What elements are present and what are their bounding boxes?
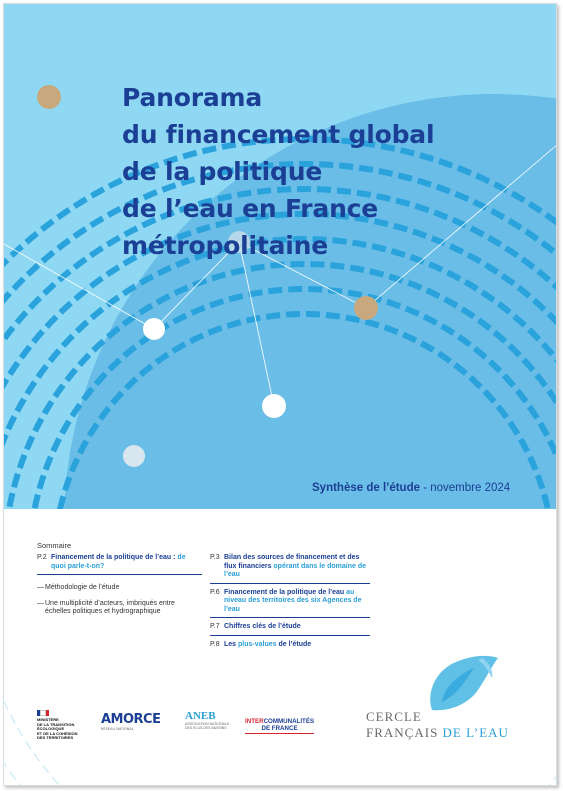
title-line: Panorama: [122, 83, 263, 112]
cfe-line-2: FRANÇAIS: [366, 725, 443, 740]
title-line: de l’eau en France: [122, 194, 379, 223]
toc-item[interactable]: [210, 641, 370, 650]
inter-text: DE FRANCE: [261, 725, 298, 732]
gold-dot: [37, 85, 61, 109]
cfe-line-2-highlight: DE L’EAU: [442, 725, 509, 740]
toc-page-number: P.3: [210, 554, 220, 561]
water-brush-logo-icon: [422, 652, 502, 714]
intercommunalites-logo: [245, 718, 314, 734]
amorce-logo: [101, 712, 160, 731]
cover-page: [3, 3, 557, 786]
aneb-text: ANEB: [185, 710, 216, 722]
white-dot: [262, 394, 286, 418]
gold-dot: [354, 296, 378, 320]
white-dot: [123, 445, 145, 467]
cover-hero: [4, 4, 557, 509]
ministry-text: MINISTÈRE: [37, 717, 59, 722]
title-line: métropolitaine: [122, 231, 329, 260]
toc-item[interactable]: [37, 554, 202, 575]
toc-title: Les: [224, 640, 239, 648]
toc-page-number: P.7: [210, 623, 220, 630]
french-flag-icon: [37, 710, 49, 716]
ministry-text: ET DE LA COHÉSION: [37, 730, 78, 736]
toc-page-number: P.6: [210, 588, 220, 596]
title-line: du financement global: [122, 120, 435, 149]
cfe-line-1: CERCLE: [366, 709, 422, 724]
title-line: de la politique: [122, 157, 323, 186]
inter-text: COMMUNALITÉS: [263, 718, 315, 725]
cover-subtitle: [312, 482, 510, 494]
cover-title: [122, 79, 434, 264]
subtitle-bold: Synthèse de l’étude: [312, 482, 421, 494]
toc-title: Financement de la politique de l’eau :: [51, 554, 178, 561]
toc-item[interactable]: [210, 589, 370, 619]
subtitle-date: - novembre 2024: [420, 482, 511, 494]
aneb-logo: [185, 710, 235, 730]
toc-subitem: — Une multiplicité d’acteurs, imbriqués entre échelles politiques et hydrographique: [37, 600, 202, 617]
toc-title: Bilan des sources de financement et des flux financiers: [224, 554, 360, 570]
toc-title-highlight: de quoi parle-t-on?: [51, 554, 186, 570]
toc-left-column: [37, 554, 202, 624]
aneb-tagline: ASSOCIATION NATIONALE DES ÉLUS DES BASSINS: [185, 722, 230, 730]
toc-item[interactable]: [210, 623, 370, 636]
toc-page-number: P.2: [37, 554, 47, 561]
toc-title: Chiffres clés de l’étude: [224, 623, 301, 630]
ministry-text: ÉCOLOGIQUE: [37, 726, 65, 731]
white-dot: [143, 318, 165, 340]
toc-right-column: [210, 554, 370, 653]
toc-title-highlight: plus-values: [238, 640, 277, 648]
toc-title-end: de l’étude: [276, 640, 312, 648]
ministry-text: DE LA TRANSITION: [37, 721, 75, 727]
inter-underline: [245, 733, 314, 734]
inter-text-red: INTER: [245, 718, 264, 725]
toc-item[interactable]: [210, 554, 370, 584]
ministry-text: DES TERRITOIRES: [37, 735, 74, 740]
ministry-logo: [37, 710, 92, 741]
amorce-tagline: RÉSEAU NATIONAL: [101, 727, 134, 731]
toc-title: Financement de la politique de l’eau: [224, 588, 347, 596]
sommaire-heading: Sommaire: [37, 541, 72, 550]
toc-page-number: P.8: [210, 640, 220, 648]
toc-title-highlight: au niveau des territoires des six Agences de l’eau: [224, 588, 362, 613]
amorce-text: AMORCE: [101, 712, 161, 727]
toc-title-highlight: opérant dans le domaine de l’eau: [224, 562, 366, 578]
toc-subitem: — Méthodologie de l’étude: [37, 584, 202, 593]
cercle-francais-eau-logo: [366, 709, 509, 741]
